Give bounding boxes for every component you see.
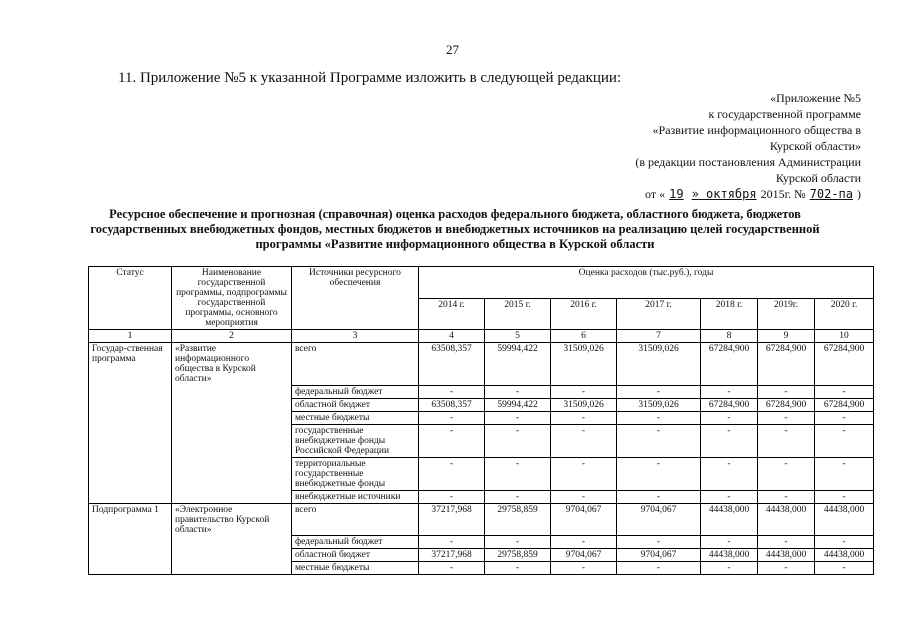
approval-date-line [561,186,861,202]
table-row [89,424,874,457]
column-number-row [89,330,874,343]
header-year: 2016 г. [551,298,617,330]
row-value: - [815,424,874,457]
date-month: » октября [691,187,757,201]
row-value: - [617,424,701,457]
row-value: - [815,490,874,503]
row-value: - [485,490,551,503]
header-source: Источники ресурсного обеспечения [292,267,419,330]
row-value: 44438,000 [758,549,815,562]
row-source: областной бюджет [292,549,419,562]
table-row [89,385,874,398]
row-value: - [617,536,701,549]
row-value: - [617,457,701,490]
row-value: - [551,411,617,424]
row-value: - [758,411,815,424]
table-row [89,503,874,536]
row-value: - [701,411,758,424]
row-value: - [758,424,815,457]
row-value: 44438,000 [815,503,874,536]
row-value: 31509,026 [617,398,701,411]
row-value: - [701,536,758,549]
row-value: 63508,357 [419,343,485,386]
row-source: всего [292,503,419,536]
approval-line: Курской области» [769,139,861,153]
row-value: 44438,000 [758,503,815,536]
column-number: 3 [292,330,419,343]
approval-line: «Приложение №5 [770,91,861,105]
row-value: - [419,490,485,503]
instruction-text: 11. Приложение №5 к указанной Программе изложить в следующей редакции: [118,70,622,86]
header-name: Наименование государственной программы, подпрограммы государственной программы, основного мероприятия [172,267,292,330]
row-source: всего [292,343,419,386]
table-body [89,343,874,575]
row-source: государственные внебюджетные фонды Российской Федерации [292,424,419,457]
row-value: - [815,411,874,424]
row-value: 67284,900 [758,343,815,386]
row-value: - [758,490,815,503]
row-value: - [419,385,485,398]
row-value: 37217,968 [419,503,485,536]
row-value: - [815,457,874,490]
header-year: 2020 г. [815,298,874,330]
row-source: областной бюджет [292,398,419,411]
row-value: 37217,968 [419,549,485,562]
row-value: 31509,026 [551,343,617,386]
table-row [89,343,874,386]
row-value: - [419,457,485,490]
row-value: - [701,424,758,457]
row-value: 29758,859 [485,503,551,536]
row-value: - [485,385,551,398]
table-header [89,267,874,343]
row-value: 31509,026 [617,343,701,386]
row-value: - [485,562,551,575]
header-year: 2018 г. [701,298,758,330]
column-number: 1 [89,330,172,343]
row-name: «Развитие информационного общества в Курской области» [172,343,292,386]
row-source: местные бюджеты [292,411,419,424]
row-value: - [701,562,758,575]
row-value: - [758,457,815,490]
header-year: 2019г. [758,298,815,330]
header-estimate: Оценка расходов (тыс.руб.), годы [419,267,874,299]
table-row [89,536,874,549]
row-value: - [701,490,758,503]
row-value: 44438,000 [815,549,874,562]
column-number: 4 [419,330,485,343]
date-day: 19 [669,187,684,201]
row-value: 44438,000 [701,549,758,562]
row-value: - [485,424,551,457]
header-year: 2017 г. [617,298,701,330]
row-source: федеральный бюджет [292,385,419,398]
row-value: - [419,536,485,549]
row-value: 67284,900 [815,398,874,411]
column-number: 5 [485,330,551,343]
row-source: местные бюджеты [292,562,419,575]
row-value: - [758,562,815,575]
row-value: - [617,385,701,398]
header-year: 2014 г. [419,298,485,330]
budget-table [88,266,874,575]
row-value: 31509,026 [551,398,617,411]
row-value: 9704,067 [617,503,701,536]
row-value: 44438,000 [701,503,758,536]
row-value: - [551,536,617,549]
page-number: 27 [446,42,459,57]
row-value: - [485,457,551,490]
row-value: - [758,536,815,549]
column-number: 10 [815,330,874,343]
row-value: - [551,562,617,575]
row-value: - [485,411,551,424]
row-value: - [617,490,701,503]
date-prefix: от « [645,187,666,201]
header-year: 2015 г. [485,298,551,330]
row-value: - [551,424,617,457]
column-number: 9 [758,330,815,343]
row-source: внебюджетные источники [292,490,419,503]
table-row [89,398,874,411]
row-source: территориальные государственные внебюджетные фонды [292,457,419,490]
row-source: федеральный бюджет [292,536,419,549]
document-number: 702-па [809,187,853,201]
row-value: - [617,411,701,424]
row-value: 67284,900 [758,398,815,411]
row-value: - [419,562,485,575]
approval-line: к государственной программе [708,107,861,121]
row-value: - [815,536,874,549]
row-value: 9704,067 [551,549,617,562]
row-status: Государ-ственная программа [89,343,172,386]
table-row [89,490,874,503]
document-title: Ресурсное обеспечение и прогнозная (справочная) оценка расходов федерального бюджета, областного бюджета, бюджетов государственных внебюджетных фондов, местных бюджетов и внебюджетных источников на реализацию целей государственной программы «Развитие информационного общества в Курской области [90,207,820,251]
row-value: 29758,859 [485,549,551,562]
table-row [89,411,874,424]
row-value: - [815,385,874,398]
approval-line: (в редакции постановления Администрации [635,155,861,169]
header-status: Статус [89,267,172,330]
table-row [89,549,874,562]
row-value: - [419,424,485,457]
row-value: 59994,422 [485,343,551,386]
approval-block [561,90,861,202]
approval-line: «Развитие информационного общества в [652,123,861,137]
row-value: 59994,422 [485,398,551,411]
row-value: - [701,385,758,398]
column-number: 7 [617,330,701,343]
row-value: - [551,457,617,490]
row-value: 67284,900 [701,398,758,411]
row-value: - [485,536,551,549]
row-value: - [701,457,758,490]
row-value: 63508,357 [419,398,485,411]
date-suffix: ) [857,187,861,201]
row-value: - [758,385,815,398]
row-value: 9704,067 [617,549,701,562]
row-value: 9704,067 [551,503,617,536]
table-row [89,457,874,490]
date-year: 2015г. № [760,187,806,201]
row-status: Подпрограмма 1 [89,503,172,536]
table-row [89,562,874,575]
row-value: 67284,900 [815,343,874,386]
row-value: - [617,562,701,575]
row-value: - [551,385,617,398]
column-number: 2 [172,330,292,343]
column-number: 6 [551,330,617,343]
row-value: - [551,490,617,503]
approval-line: Курской области [775,171,861,185]
row-value: - [815,562,874,575]
row-name: «Электронное правительство Курской области» [172,503,292,536]
row-value: 67284,900 [701,343,758,386]
column-number: 8 [701,330,758,343]
row-value: - [419,411,485,424]
